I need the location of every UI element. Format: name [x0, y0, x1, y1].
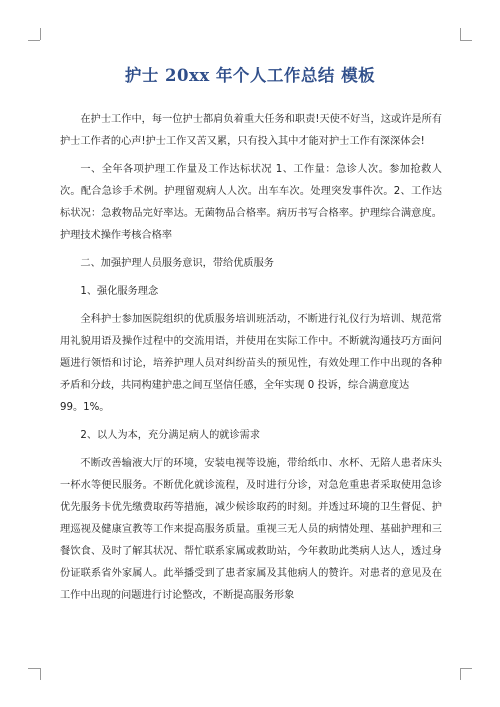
- crop-mark-bottom-left-h: [28, 668, 40, 669]
- crop-mark-top-left-v: [40, 28, 41, 40]
- subheading-service-concept: 1、强化服务理念: [80, 286, 159, 297]
- subheading-patient-first: 2、以人为本，充分满足病人的就诊需求: [80, 430, 261, 441]
- crop-mark-top-left-h: [28, 40, 40, 41]
- crop-mark-top-right-h: [460, 40, 472, 41]
- crop-mark-bottom-right-h: [460, 668, 472, 669]
- crop-mark-bottom-left-v: [40, 668, 41, 680]
- paragraph-satisfaction-rate: 99。1%。: [60, 402, 110, 413]
- paragraph-intro: 在护士工作中，每一位护士都肩负着重大任务和职责!天使不好当，这或许是所有护士工作者的心声!护士工作又苦又累，只有投入其中才能对护士工作有深深体会!: [60, 114, 442, 147]
- crop-mark-top-right-v: [460, 28, 461, 40]
- document-body: [60, 109, 442, 613]
- heading-section-two: 二、加强护理人员服务意识，带给优质服务: [80, 258, 274, 269]
- crop-mark-bottom-right-v: [460, 668, 461, 680]
- paragraph-service-training: 全科护士参加医院组织的优质服务培训班活动，不断进行礼仪行为培训、规范常用礼貌用语及操作过程中的交流用语，并使用在实际工作中。不断就沟通技巧方面问题进行领悟和讨论，培养护理人员对纠纷苗头的预见性，有效处理工作中出现的各种矛盾和分歧，共同构建护患之间互坚信任感，全年实现 0 投诉，综合满意度达: [60, 314, 442, 391]
- paragraph-patient-services: 不断改善输液大厅的环境，安装电视等设施，带给纸巾、水杯、无陪人患者床头一杯水等便民服务。不断优化就诊流程，及时进行分诊，对急危重患者采取使用急诊优先服务卡优先缴费取药等措施，减少候诊取药的时刻。并透过环境的卫生督促、护理巡视及健康宣教等工作来提高服务质量。重视三无人员的病情处理、基础护理和三餐饮食、及时了解其状况、帮忙联系家属或救助站，今年救助此类病人达人，透过身份证联系省外家属人。此举播受到了患者家属及其他病人的赞许。对患者的意见及在工作中出现的问题进行讨论整改，不断提高服务形象: [60, 458, 442, 601]
- document-title: 护士 20xx 年个人工作总结 模板: [124, 66, 376, 85]
- paragraph-section-one: 一、全年各项护理工作量及工作达标状况 1、工作量：急诊人次。参加抢救人次。配合急诊手术例。护理留观病人人次。出车车次。处理突发事件次。2、工作达标状况：急救物品完好率达。无菌物品合格率。病历书写合格率。护理综合满意度。护理技术操作考核合格率: [60, 164, 442, 241]
